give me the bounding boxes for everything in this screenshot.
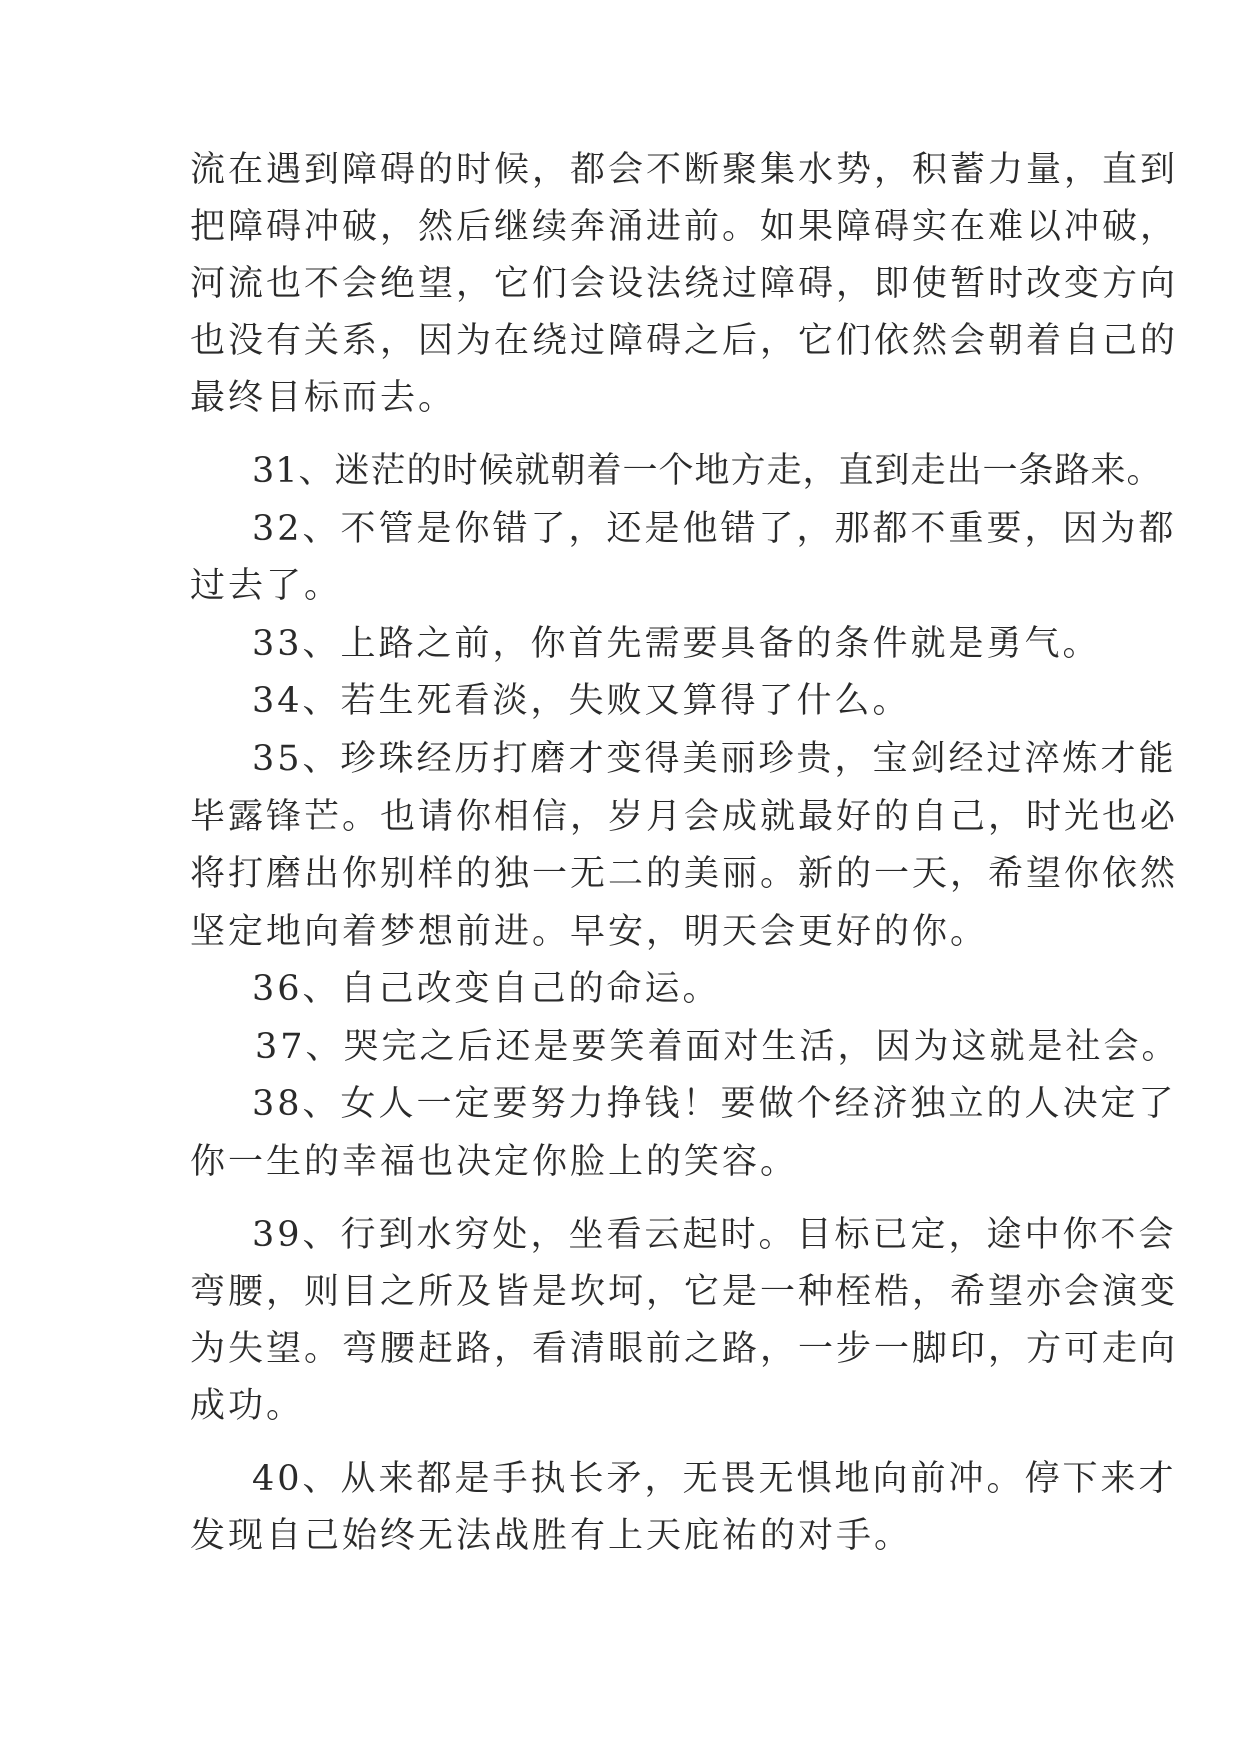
text-line: 弯腰，则目之所及皆是坎坷，它是一种桎梏，希望亦会演变	[190, 1272, 1179, 1312]
text-line: 为失望。弯腰赶路，看清眼前之路，一步一脚印，方可走向	[190, 1329, 1179, 1369]
text-line: 坚定地向着梦想前进。早安，明天会更好的你。	[190, 912, 989, 952]
list-item: 34、若生死看淡，失败又算得了什么。	[252, 681, 911, 721]
list-item: 35、珍珠经历打磨才变得美丽珍贵，宝剑经过淬炼才能	[252, 739, 1177, 779]
text-line: 也没有关系，因为在绕过障碍之后，它们依然会朝着自己的	[190, 321, 1179, 361]
text-line: 河流也不会绝望，它们会设法绕过障碍，即使暂时改变方向	[190, 264, 1179, 304]
text-line: 发现自己始终无法战胜有上天庇祐的对手。	[190, 1516, 913, 1556]
text-line: 把障碍冲破，然后继续奔涌进前。如果障碍实在难以冲破，	[190, 207, 1179, 247]
list-item: 39、行到水穷处，坐看云起时。目标已定，途中你不会	[252, 1215, 1177, 1255]
text-line: 成功。	[190, 1386, 305, 1426]
text-line: 将打磨出你别样的独一无二的美丽。新的一天，希望你依然	[190, 854, 1179, 894]
text-line: 流在遇到障碍的时候，都会不断聚集水势，积蓄力量，直到	[190, 150, 1179, 190]
list-item: 31、迷茫的时候就朝着一个地方走，直到走出一条路来。	[252, 451, 1163, 491]
text-line: 你一生的幸福也决定你脸上的笑容。	[190, 1142, 799, 1182]
list-item: 36、自己改变自己的命运。	[252, 969, 721, 1009]
list-item: 32、不管是你错了，还是他错了，那都不重要，因为都	[252, 509, 1177, 549]
text-line: 过去了。	[190, 566, 343, 606]
list-item: 40、从来都是手执长矛，无畏无惧地向前冲。停下来才	[252, 1459, 1177, 1499]
list-item: 38、女人一定要努力挣钱！要做个经济独立的人决定了	[252, 1084, 1177, 1124]
text-line: 毕露锋芒。也请你相信，岁月会成就最好的自己，时光也必	[190, 797, 1179, 837]
list-item: 33、上路之前，你首先需要具备的条件就是勇气。	[252, 624, 1101, 664]
text-line: 最终目标而去。	[190, 378, 457, 418]
list-item: 37、哭完之后还是要笑着面对生活，因为这就是社会。	[255, 1027, 1180, 1067]
